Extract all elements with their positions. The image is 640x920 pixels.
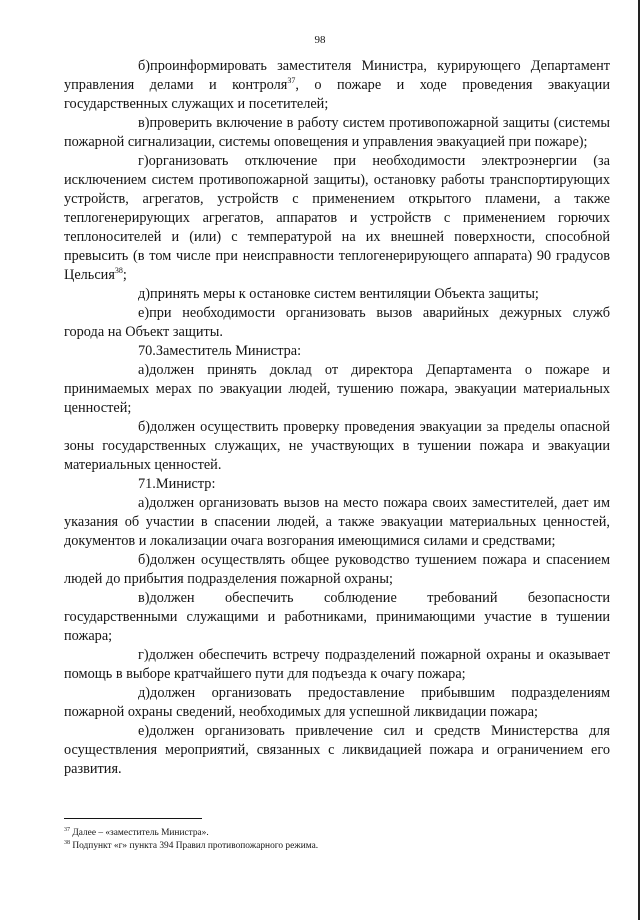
item-g1: г)организовать отключение при необходимости электроэнергии (за исключением систем противопожарной защиты), остановку работы транспортирующих устройств, агрегатов, устройств с применением открытого пламени, а также теплогенерирующих агрегатов, аппаратов и устройств с применением горючих теплоносителей и (или) с температурой на их внешней поверхности, способной превысить (в том числе при неисправности теплогенерирующего аппарата) 90 градусов Цельсия$^{38}$;	[64, 153, 610, 283]
item-a70: а)должен принять доклад от директора Департамента о пожаре и принимаемых мерах по эвакуации людей, тушению пожара, эвакуации материальных ценностей;	[64, 362, 610, 416]
item-g71: г)должен обеспечить встречу подразделений пожарной охраны и оказывает помощь в выборе кратчайшего пути для подъезда к очагу пожара;	[64, 647, 610, 682]
footnote-separator	[64, 818, 202, 819]
footnote-38: $^{38}$ Подпункт «г» пункта 394 Правил противопожарного режима.	[64, 839, 319, 851]
item-d71: д)должен организовать предоставление прибывшим подразделениям пожарной охраны сведений, необходимых для успешной ликвидации пожара;	[64, 685, 610, 720]
footnote-ref-38: 38	[114, 266, 123, 276]
item-a71: а)должен организовать вызов на место пожара своих заместителей, дает им указания об участии в спасении людей, а также эвакуации материальных ценностей, документов и локализации очага возгорания имеющимися силами и средствами;	[64, 495, 610, 549]
footnote-ref-37: 37	[287, 76, 296, 86]
section-70-heading: 70.Заместитель Министра:	[138, 343, 302, 359]
item-b70: б)должен осуществить проверку проведения эвакуации за пределы опасной зоны государственных служащих, не участвующих в тушении пожара и эвакуации материальных ценностей.	[64, 419, 610, 473]
item-e71: е)должен организовать привлечение сил и средств Министерства для осуществления мероприятий, связанных с ликвидацией пожара и ограничением его развития.	[64, 723, 610, 777]
item-v71: в)должен обеспечить соблюдение требований безопасности государственными служащими и работниками, принимающими участие в тушении пожара;	[64, 590, 610, 644]
item-e1: е)при необходимости организовать вызов аварийных дежурных служб города на Объект защиты.	[64, 305, 610, 340]
section-71-heading: 71.Министр:	[138, 476, 216, 492]
footnote-37: $^{37}$ Далее – «заместитель Министра».	[64, 826, 209, 838]
document-body	[64, 57, 610, 779]
item-b1: б)проинформировать заместителя Министра, курирующего Департамент управления делами и контроля$^{37}$, о пожаре и ходе проведения эвакуации государственных служащих и посетителей;	[64, 58, 610, 112]
item-d1: д)принять меры к остановке систем вентиляции Объекта защиты;	[138, 286, 539, 302]
page-number: 98	[314, 34, 326, 46]
item-v1: в)проверить включение в работу систем противопожарной защиты (системы пожарной сигнализации, системы оповещения и управления эвакуацией при пожаре);	[64, 115, 610, 150]
item-b71: б)должен осуществлять общее руководство тушением пожара и спасением людей до прибытия подразделения пожарной охраны;	[64, 552, 610, 587]
footnotes	[64, 827, 610, 853]
